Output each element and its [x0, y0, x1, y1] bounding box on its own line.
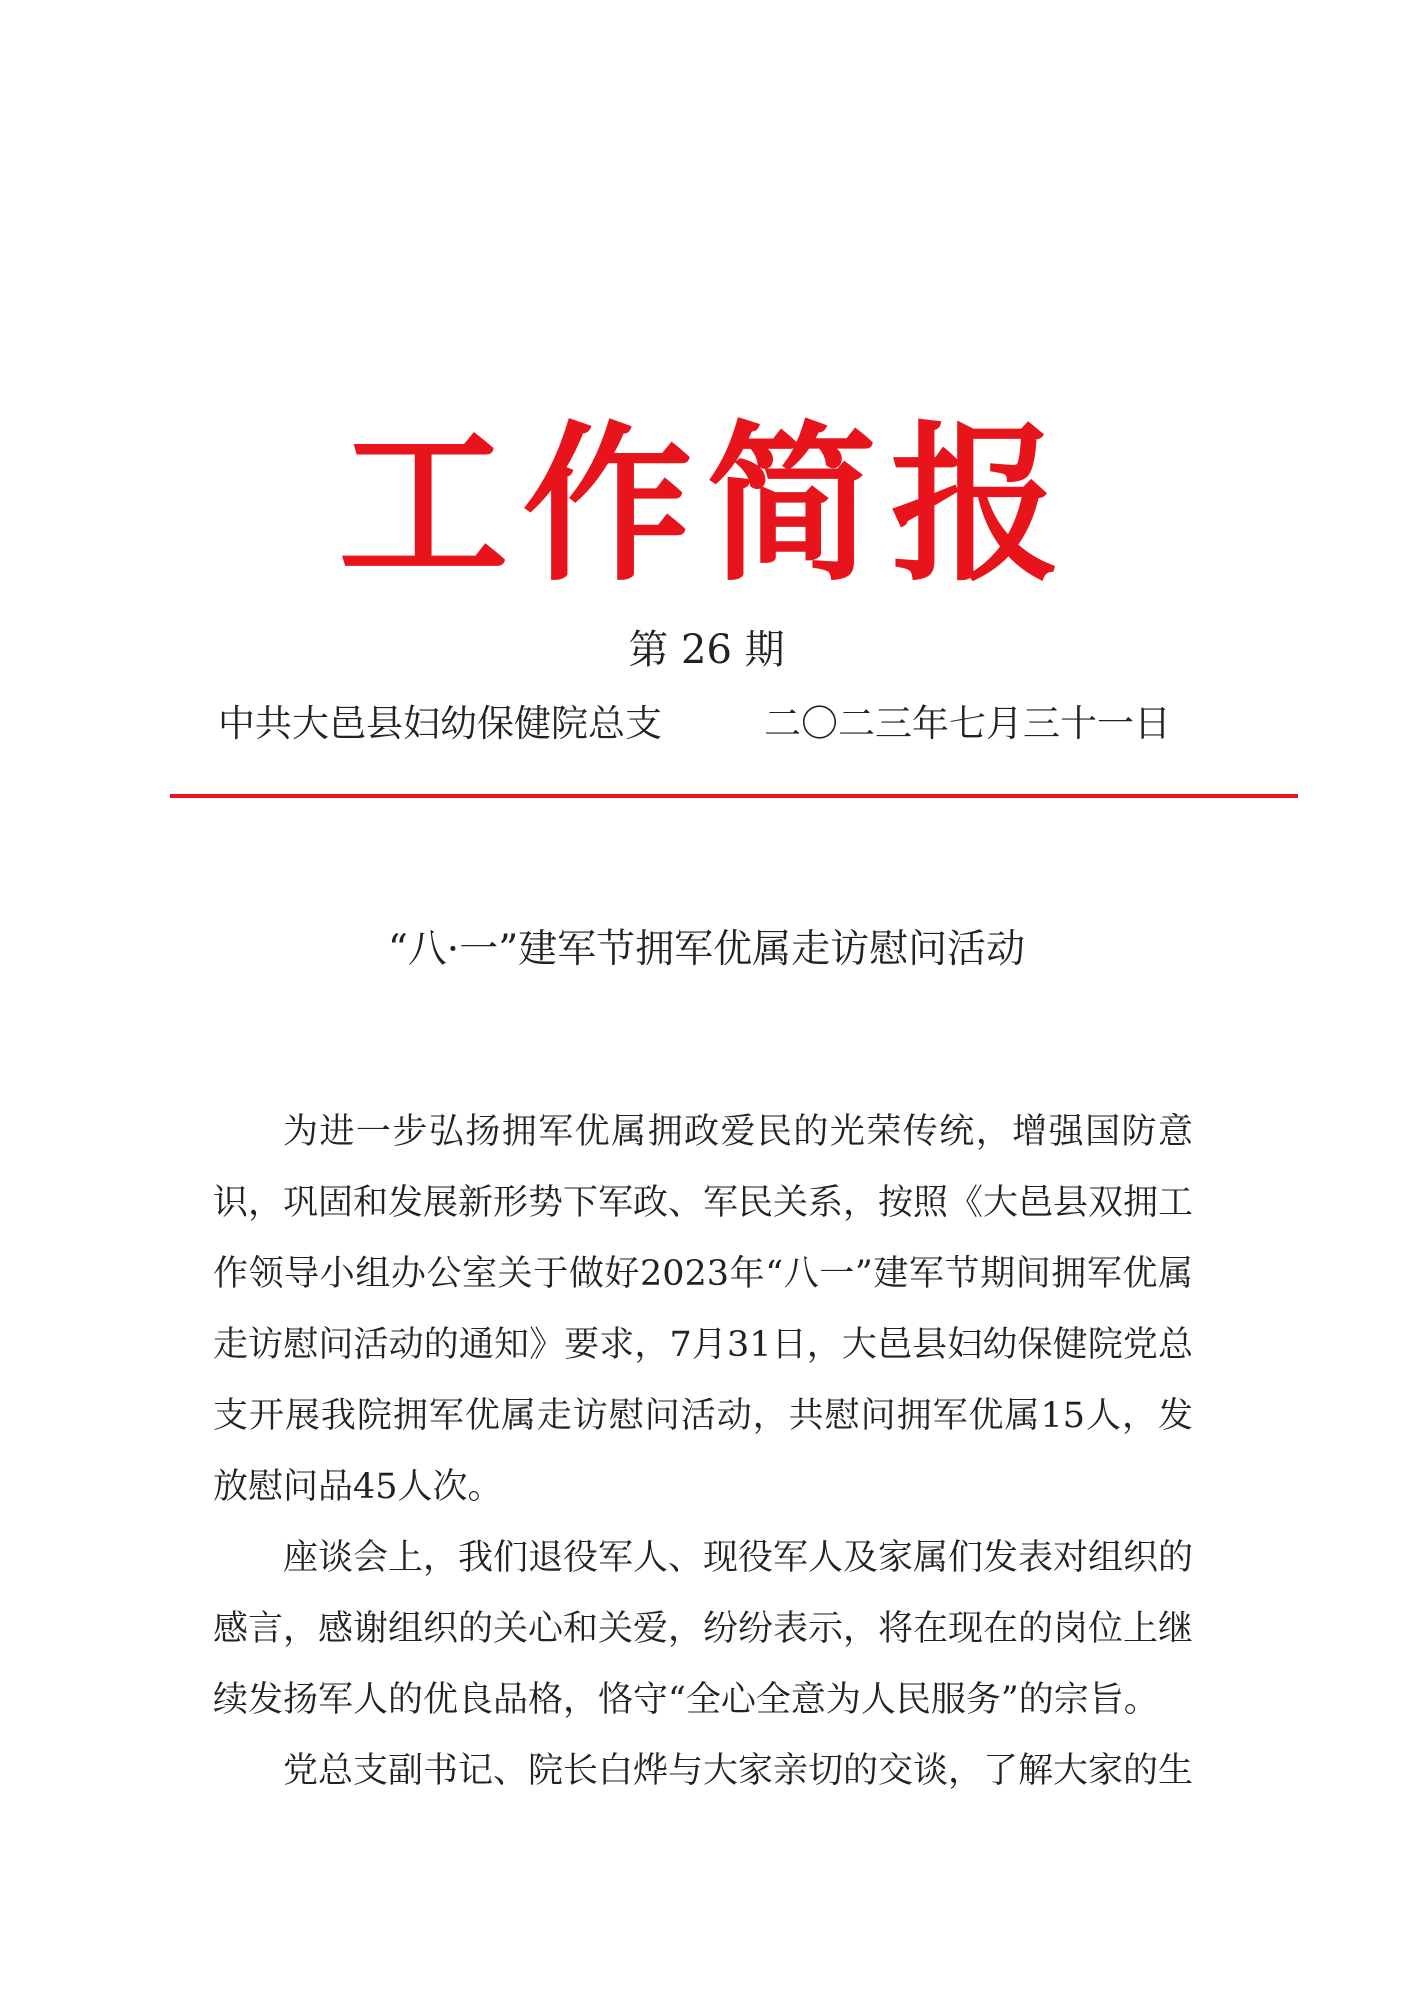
body-paragraph: 为进一步弘扬拥军优属拥政爱民的光荣传统，增强国防意识，巩固和发展新形势下军政、军民关系，按照《大邑县双拥工作领导小组办公室关于做好2023年“八一”建军节期间拥军优属走访慰问活动的通知》要求，7月31日，大邑县妇幼保健院党总支开展我院拥军优属走访慰问活动，共慰问拥军优属15人，发放慰问品45人次。: [213, 1112, 1194, 1507]
body-paragraph: 党总支副书记、院长白烨与大家亲切的交谈，了解大家的生: [283, 1751, 1194, 1791]
red-divider-rule: [170, 794, 1298, 798]
article-title: “八·一”建军节拥军优属走访慰问活动: [387, 927, 1026, 972]
article-body: [213, 1097, 1193, 1807]
body-paragraph: 座谈会上，我们退役军人、现役军人及家属们发表对组织的感言，感谢组织的关心和关爱，纷纷表示，将在现在的岗位上继续发扬军人的优良品格，恪守“全心全意为人民服务”的宗旨。: [213, 1538, 1194, 1720]
masthead-title: 工作简报: [338, 405, 1075, 605]
issuer-name: 中共大邑县妇幼保健院总支: [218, 702, 662, 745]
issue-number: 第 26 期: [628, 627, 785, 673]
issue-date: 二〇二三年七月三十一日: [764, 702, 1171, 745]
